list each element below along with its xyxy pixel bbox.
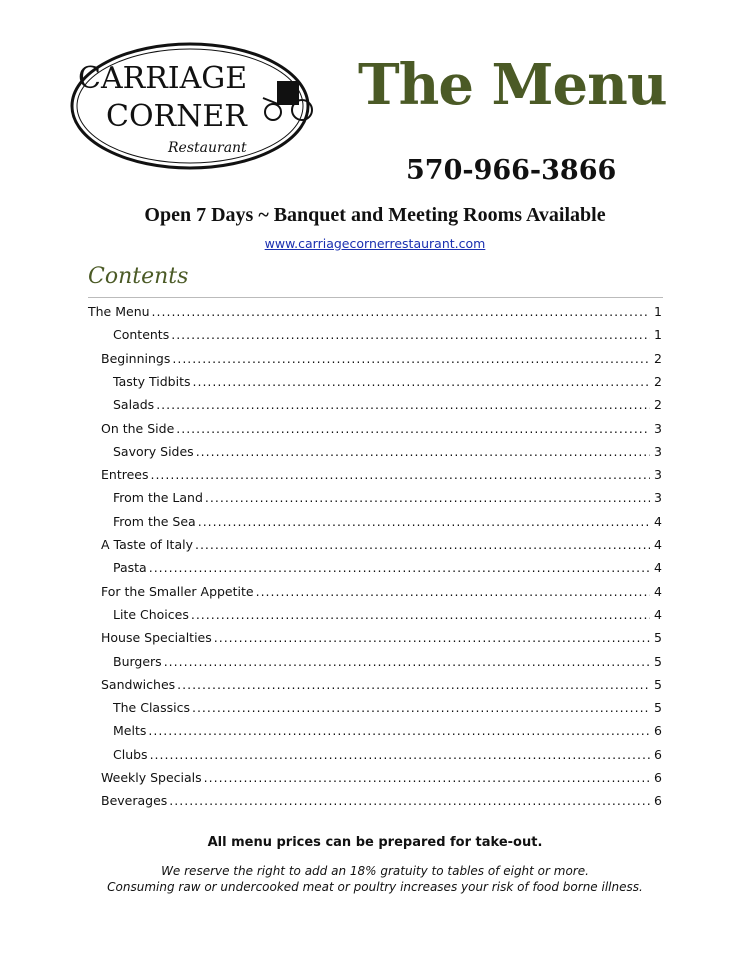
toc-page-number: 3 <box>654 420 662 436</box>
dot-leader <box>214 630 650 645</box>
toc-page-number: 3 <box>654 467 662 483</box>
toc-entry[interactable] <box>113 327 662 345</box>
toc-entry[interactable] <box>113 444 662 462</box>
toc-label: Pasta <box>113 560 147 576</box>
dot-leader <box>149 560 650 575</box>
contents-heading: Contents <box>88 264 189 289</box>
dot-leader <box>152 304 651 319</box>
toc-page-number: 3 <box>654 490 662 506</box>
toc-entry[interactable] <box>113 560 662 578</box>
dot-leader <box>177 677 650 692</box>
toc-page-number: 6 <box>654 770 662 785</box>
toc-page-number: 6 <box>654 793 662 809</box>
toc-page-number: 1 <box>654 304 662 319</box>
tagline: Open 7 Days ~ Banquet and Meeting Rooms Available <box>144 204 606 226</box>
toc-page-number: 6 <box>654 723 662 739</box>
toc-entry[interactable] <box>113 607 662 625</box>
toc-entry[interactable] <box>101 537 662 555</box>
dot-leader <box>150 747 650 762</box>
toc-label: Salads <box>113 397 155 413</box>
dot-leader <box>205 490 650 505</box>
toc-entry[interactable] <box>101 584 662 602</box>
toc-label: A Taste of Italy <box>101 537 193 552</box>
dot-leader <box>164 654 650 669</box>
toc-entry[interactable] <box>113 490 662 508</box>
logo-line3: Restaurant <box>168 140 247 156</box>
carriage-icon <box>263 82 312 120</box>
toc-entry[interactable] <box>113 700 662 718</box>
website-link[interactable]: www.carriagecornerrestaurant.com <box>264 236 486 251</box>
dot-leader <box>191 607 650 622</box>
logo-line1: CARRIAGE <box>78 61 248 96</box>
dot-leader <box>171 327 650 342</box>
gratuity-note: We reserve the right to add an 18% gratuity to tables of eight or more. <box>161 864 589 878</box>
toc-label: Contents <box>113 327 170 343</box>
toc-entry[interactable] <box>101 630 662 648</box>
dot-leader <box>198 514 650 529</box>
toc-entry[interactable] <box>101 467 662 485</box>
toc-page-number: 2 <box>654 373 662 389</box>
dot-leader <box>192 700 650 715</box>
toc-label: Lite Choices <box>113 606 189 622</box>
toc-entry[interactable] <box>101 421 662 439</box>
toc-page-number: 4 <box>654 513 662 529</box>
toc-page-number: 4 <box>654 537 662 552</box>
toc-page-number: 5 <box>654 630 662 646</box>
carriage-corner-logo <box>68 38 318 173</box>
toc-page-number: 2 <box>654 397 662 413</box>
phone-number: 570-966-3866 <box>406 155 617 186</box>
toc-page-number: 4 <box>654 606 662 622</box>
dot-leader <box>176 421 650 436</box>
dot-leader <box>150 467 650 482</box>
logo-line2: CORNER <box>106 99 247 134</box>
page-title: The Menu <box>358 52 667 118</box>
toc-label: Weekly Specials <box>101 770 202 785</box>
toc-entry[interactable] <box>113 514 662 532</box>
dot-leader <box>195 537 650 552</box>
toc-label: On the Side <box>101 420 175 436</box>
toc-label: Clubs <box>113 746 148 762</box>
toc-page-number: 4 <box>654 560 662 576</box>
toc-entry[interactable] <box>88 304 662 322</box>
toc-entry[interactable] <box>101 770 662 788</box>
toc-label: House Specialties <box>101 630 212 646</box>
toc-page-number: 5 <box>654 700 662 716</box>
toc-label: Sandwiches <box>101 676 176 692</box>
toc-label: Burgers <box>113 653 162 669</box>
divider <box>88 297 663 298</box>
food-safety-note: Consuming raw or undercooked meat or poultry increases your risk of food borne illness. <box>107 880 643 894</box>
toc-label: Beverages <box>101 793 168 809</box>
toc-page-number: 3 <box>654 443 662 459</box>
toc-entry[interactable] <box>101 677 662 695</box>
dot-leader <box>204 770 650 785</box>
toc-page-number: 6 <box>654 746 662 762</box>
toc-entry[interactable] <box>113 747 662 765</box>
toc-page-number: 5 <box>654 676 662 692</box>
toc-page-number: 5 <box>654 653 662 669</box>
takeout-note: All menu prices can be prepared for take-out. <box>207 835 543 850</box>
toc-label: The Classics <box>113 700 190 716</box>
toc-entry[interactable] <box>101 351 662 369</box>
toc-label: Melts <box>113 723 147 739</box>
dot-leader <box>172 351 650 366</box>
toc-entry[interactable] <box>113 374 662 392</box>
toc-entry[interactable] <box>101 793 662 811</box>
toc-label: Tasty Tidbits <box>113 373 191 389</box>
toc-label: Entrees <box>101 467 149 483</box>
dot-leader <box>256 584 650 599</box>
toc-label: Beginnings <box>101 350 171 366</box>
toc-label: Savory Sides <box>113 443 194 459</box>
dot-leader <box>193 374 651 389</box>
dot-leader <box>148 723 650 738</box>
toc-entry[interactable] <box>113 723 662 741</box>
toc-label: From the Land <box>113 490 203 506</box>
toc-page-number: 1 <box>654 327 662 343</box>
dot-leader <box>196 444 650 459</box>
toc-page-number: 2 <box>654 350 662 366</box>
toc-entry[interactable] <box>113 654 662 672</box>
toc-page-number: 4 <box>654 583 662 599</box>
toc-entry[interactable] <box>113 397 662 415</box>
toc-label: The Menu <box>88 304 150 319</box>
dot-leader <box>169 793 650 808</box>
toc-label: For the Smaller Appetite <box>101 583 254 599</box>
dot-leader <box>156 397 650 412</box>
toc-label: From the Sea <box>113 513 196 529</box>
